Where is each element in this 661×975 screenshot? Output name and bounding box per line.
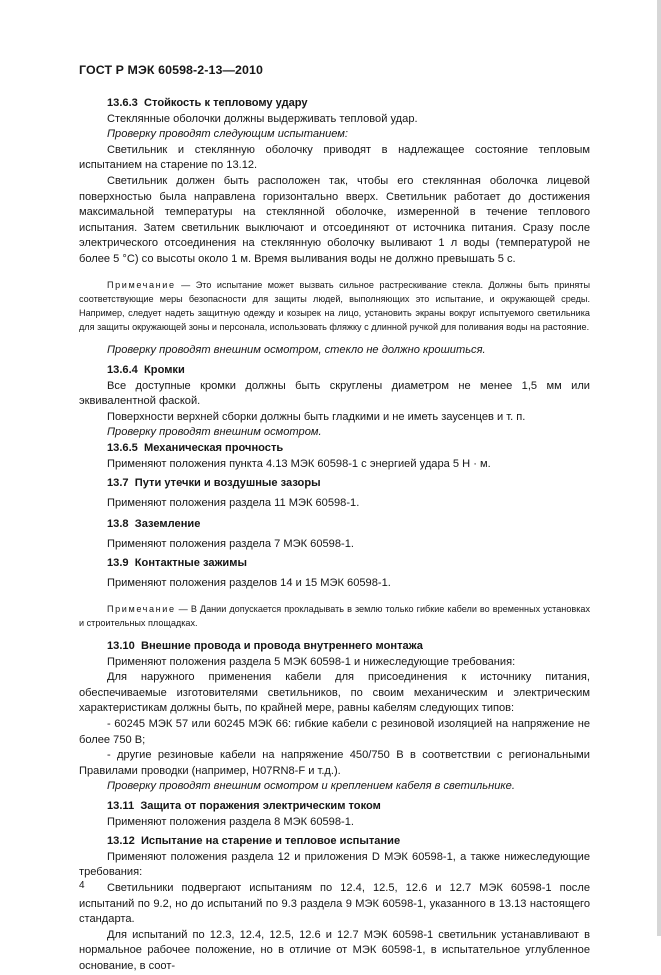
section-heading: 13.6.3 Стойкость к тепловому удару xyxy=(107,97,308,109)
section-heading: 13.7 Пути утечки и воздушные зазоры xyxy=(107,477,321,490)
paragraph: Применяют положения пункта 4.13 МЭК 60598-1 с энергией удара 5 Н · м. xyxy=(107,457,491,470)
paragraph: Светильник и стеклянную оболочку приводят в надлежащее состояние тепловым испытанием на старение по 13.12. xyxy=(79,143,590,172)
paragraph: Светильники подвергают испытаниям по 12.4, 12.5, 12.6 и 12.7 МЭК 60598-1 после испытаний по 9.2, но до испытаний по 9.3 раздела 9 МЭК 60598-1, указанного в 13.13 настоящего стандарта. xyxy=(79,881,590,926)
document-body xyxy=(79,96,590,975)
note-label: Примечание xyxy=(107,603,176,614)
paragraph: Проверку проводят следующим испытанием: xyxy=(107,128,348,141)
paragraph: Применяют положения разделов 14 и 15 МЭК 60598-1. xyxy=(107,577,391,590)
section-heading: 13.12 Испытание на старение и тепловое испытание xyxy=(107,835,401,848)
paragraph: Для испытаний по 12.3, 12.4, 12.5, 12.6 и 12.7 МЭК 60598-1 светильник устанавливают в нормальное рабочее положение, но в отличие от МЭК 60598-1, в испытательное углубленное основание, в соот- xyxy=(79,928,590,972)
paragraph: Для наружного применения кабели для присоединения к источнику питания, обеспечиваемые изготовителями светильников, по своим механическим и электрическим характеристикам должны быть, по крайней мере, равны кабелям следующих типов: xyxy=(79,671,590,715)
paragraph: Применяют положения раздела 5 МЭК 60598-1 и нижеследующие требования: xyxy=(107,655,516,668)
section-heading: 13.11 Защита от поражения электрическим током xyxy=(107,800,381,812)
paragraph: Проверку проводят внешним осмотром, стекло не должно крошиться. xyxy=(107,344,486,357)
note xyxy=(79,602,590,630)
paragraph: Проверку проводят внешним осмотром. xyxy=(107,426,322,439)
page-number: 4 xyxy=(79,880,85,891)
paragraph: Применяют положения раздела 8 МЭК 60598-1. xyxy=(107,815,354,828)
paragraph: Применяют положения раздела 11 МЭК 60598-1. xyxy=(107,496,360,509)
note-text: — Это испытание может вызвать сильное растрескивание стекла. Должны быть приняты соответствующие меры безопасности для защиты людей, выполняющих это испытание, и окружающей среды. Например, следует надеть защитную одежду и козырек на лицо, установить экраны вокруг испытуемого светильника для защиты окружающей зоны и персонала, использовать фляжку с длинной ручкой для поливания воды на растояние. xyxy=(79,279,590,333)
section-heading: 13.9 Контактные зажимы xyxy=(107,557,247,570)
section-heading: 13.10 Внешние провода и провода внутреннего монтажа xyxy=(107,640,423,653)
paragraph: Стеклянные оболочки должны выдерживать тепловой удар. xyxy=(107,112,418,125)
section-heading: 13.6.5 Механическая прочность xyxy=(107,441,284,454)
note-text: — В Дании допускается прокладывать в землю только гибкие кабели во временных установках и строительных площадках. xyxy=(79,603,590,628)
section-heading: 13.6.4 Кромки xyxy=(107,363,185,376)
paragraph: Применяют положения раздела 12 и приложения D МЭК 60598-1, а также нижеследующие требования: xyxy=(79,850,590,879)
list-item: - 60245 МЭК 57 или 60245 МЭК 66: гибкие кабели с резиновой изоляцией на напряжение не более 750 В; xyxy=(79,718,590,746)
section-heading: 13.8 Заземление xyxy=(107,518,201,531)
document-header: ГОСТ Р МЭК 60598-2-13—2010 xyxy=(79,63,263,77)
paragraph: Применяют положения раздела 7 МЭК 60598-1. xyxy=(107,537,354,550)
list-item: - другие резиновые кабели на напряжение 450/750 В в соответствии с региональными Правилами проводки (например, H07RN8-F и т.д.). xyxy=(79,749,590,777)
paragraph: Все доступные кромки должны быть скруглены диаметром не менее 1,5 мм или эквивалентной фаской. xyxy=(79,379,590,408)
page-edge xyxy=(657,0,661,936)
paragraph: Проверку проводят внешним осмотром и креплением кабеля в светильнике. xyxy=(107,780,515,793)
paragraph: Поверхности верхней сборки должны быть гладкими и не иметь заусенцев и т. п. xyxy=(107,410,526,423)
note-label: Примечание xyxy=(107,279,176,290)
note xyxy=(79,278,590,335)
paragraph: Светильник должен быть расположен так, чтобы его стеклянная оболочка лицевой поверхностью была направлена горизонтально вверх. Светильник работает до достижения максимальной температуры на стеклянной оболочке, измеренной в течение теплового испытания. Затем светильник выключают и отсоединяют от источника питания. Сразу после электрического отсоединения на стеклянную оболочку выливают 1 л воды (температурой не более 5 °C) со высоты около 1 м. Время выливания воды не должно превышать 5 с. xyxy=(79,174,590,265)
